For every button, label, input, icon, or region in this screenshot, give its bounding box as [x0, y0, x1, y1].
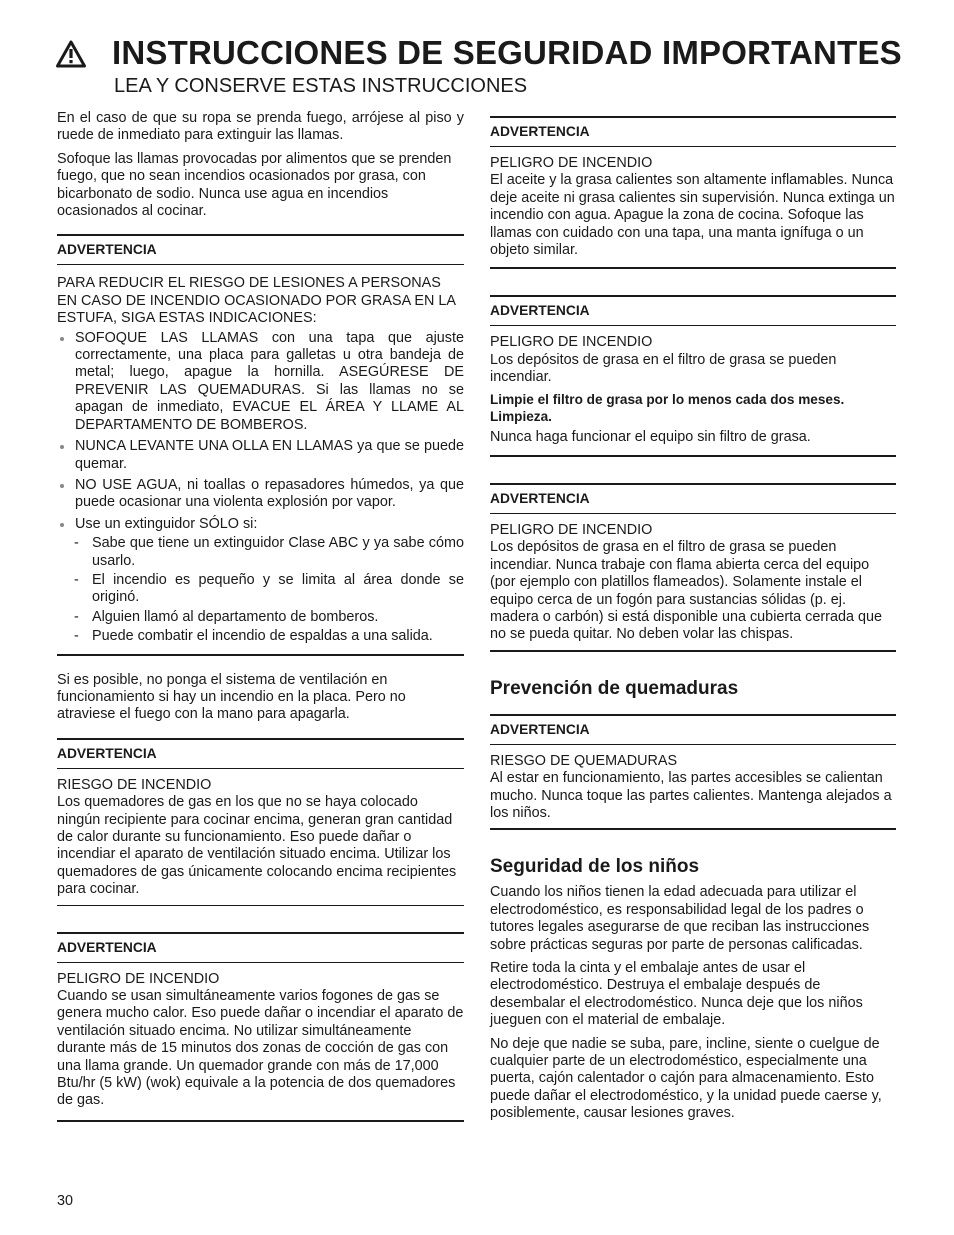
page-header	[56, 34, 936, 98]
list-item: - Alguien llamó al departamento de bomberos.	[57, 609, 464, 626]
warning-subheading: PELIGRO DE INCENDIO	[490, 334, 653, 351]
list-item: - Sabe que tiene un extinguidor Clase ABC y ya sabe cómo usarlo.	[57, 535, 464, 570]
warning-text: Los depósitos de grasa en el filtro de grasa se pueden incendiar. Nunca trabaje con flama abierta cerca del equipo (por ejemplo con platillos flameados). Solamente instale el equipo cerca de un fogón para sustancias sólidas (p. ej. madera o carbón) si está disponible una cubierta cerrada que no se pueda quitar. No deben volar las chispas.	[490, 539, 882, 643]
warning-body	[490, 745, 896, 829]
warning-heading: ADVERTENCIA	[490, 118, 896, 147]
page-title: INSTRUCCIONES DE SEGURIDAD IMPORTANTES	[112, 34, 902, 71]
warning-body	[57, 963, 464, 1120]
list-item: - Puede combatir el incendio de espaldas a una salida.	[57, 628, 464, 645]
body-paragraph: Cuando los niños tienen la edad adecuada para utilizar el electrodoméstico, es responsabilidad legal de los padres o tutores legales asegurarse de que reciban las instrucciones sobre prácticas seguras por parte de personas calificadas.	[490, 884, 870, 953]
page-subtitle: LEA Y CONSERVE ESTAS INSTRUCCIONES	[114, 75, 528, 97]
bullet-list	[57, 330, 464, 533]
warning-box	[490, 295, 896, 456]
warning-subheading: PELIGRO DE INCENDIO	[490, 155, 653, 171]
section-heading: Prevención de quemaduras	[490, 677, 739, 699]
body-paragraph: No deje que nadie se suba, pare, incline, siente o cuelgue de cualquier parte de un electrodoméstico, especialmente una puerta, cajón calentador o cajón para almacenamiento. Esto puede dañar el electrodoméstico, y la unidad puede caerse y, posiblemente, causar lesiones graves.	[490, 1035, 882, 1122]
list-item: SOFOQUE LAS LLAMAS con una tapa que ajuste correctamente, una placa para galletas u otra bandeja de metal; luego, apague la hornilla. ASEGÚRESE DE PREVENIR LAS QUEMADURAS. Si las llamas no se apagan de inmediato, EVACUE EL ÁREA Y LLAME AL DEPARTAMENTO DE BOMBEROS.	[57, 330, 464, 434]
warning-body	[490, 147, 896, 267]
intro-paragraph: Sofoque las llamas provocadas por alimentos que se prenden fuego, que no sean incendios ocasionados por grasa, con bicarbonato de sodio. Nunca use agua en incendios ocasionados al cocinar.	[57, 150, 452, 220]
list-item: Use un extinguidor SÓLO si:	[57, 516, 464, 533]
body-paragraph: Si es posible, no ponga el sistema de ventilación en funcionamiento si hay un incendio en la placa. Pero no atraviese el fuego con la mano para apagarla.	[57, 671, 406, 723]
section-heading: Seguridad de los niños	[490, 856, 700, 878]
warning-heading: ADVERTENCIA	[57, 740, 464, 769]
warning-box	[57, 932, 464, 1122]
page-number: 30	[57, 1193, 74, 1209]
dash-list	[57, 535, 464, 645]
warning-heading: ADVERTENCIA	[57, 934, 464, 963]
warning-body	[57, 769, 464, 905]
warning-heading: ADVERTENCIA	[57, 236, 464, 265]
warning-subheading: PELIGRO DE INCENDIO	[490, 521, 653, 538]
warning-body	[490, 326, 896, 454]
warning-text: Al estar en funcionamiento, las partes accesibles se calientan mucho. Nunca toque las partes calientes. Mantenga alejados a los niños.	[490, 770, 892, 821]
warning-heading: ADVERTENCIA	[490, 716, 896, 745]
warning-box	[490, 483, 896, 652]
title-row	[56, 34, 936, 72]
warning-subheading: PELIGRO DE INCENDIO	[57, 970, 220, 987]
warning-box	[490, 116, 896, 269]
warning-subheading: RIESGO DE INCENDIO	[57, 776, 212, 793]
warning-body	[57, 265, 464, 653]
intro-paragraph: En el caso de que su ropa se prenda fuego, arrójese al piso y ruede de inmediato para extinguir las llamas.	[57, 110, 464, 144]
warning-text: El aceite y la grasa calientes son altamente inflamables. Nunca deje aceite ni grasa calientes sin supervisión. Nunca extinga un incendio con agua. Apague la zona de cocina. Sofoque las llamas con cuidado con una tapa, una manta ignífuga o un objeto similar.	[490, 172, 895, 259]
list-item: NO USE AGUA, ni toallas o repasadores húmedos, ya que puede ocasionar una violenta explosión por vapor.	[57, 477, 464, 512]
warning-subheading: RIESGO DE QUEMADURAS	[490, 752, 678, 769]
list-item: - El incendio es pequeño y se limita al área donde se originó.	[57, 572, 464, 607]
warning-text: Cuando se usan simultáneamente varios fogones de gas se genera mucho calor. Eso puede dañar o incendiar el aparato de ventilación situado encima. No utilizar simultáneamente durante más de 15 minutos dos zonas de cocción de gas con una llama grande. Un quemador grande con más de 17,000 Btu/hr (5 kW) (wok) equivale a la potencia de dos quemadores de gas.	[57, 988, 464, 1109]
warning-text: Los quemadores de gas en los que no se haya colocado ningún recipiente para cocinar encima, generan gran cantidad de calor durante su funcionamiento. Eso puede dañar o incendiar el aparato de ventilación situado encima. Utilizar los quemadores de gas únicamente colocando encima recipientes para cocinar.	[57, 794, 457, 898]
warning-heading: ADVERTENCIA	[490, 297, 896, 326]
warning-body	[490, 514, 896, 650]
body-paragraph: Retire toda la cinta y el embalaje antes de usar el electrodoméstico. Destruya el embalaje después de desembalar el electrodoméstico. Nunca deje que los niños jueguen con el material de embalaje.	[490, 959, 863, 1029]
warning-triangle-icon	[56, 40, 86, 68]
warning-lead: PARA REDUCIR EL RIESGO DE LESIONES A PERSONAS EN CASO DE INCENDIO OCASIONADO POR GRASA EN LA ESTUFA, SIGA ESTAS INDICACIONES:	[57, 275, 456, 327]
warning-emphasis: Limpie el filtro de grasa por lo menos cada dos meses. Limpieza.	[490, 391, 845, 425]
right-column	[490, 116, 896, 1129]
warning-text: Los depósitos de grasa en el filtro de grasa se pueden incendiar.	[490, 351, 837, 386]
warning-text: Nunca haga funcionar el equipo sin filtro de grasa.	[490, 429, 811, 446]
warning-box	[57, 234, 464, 655]
warning-box	[57, 738, 464, 906]
warning-box	[490, 714, 896, 831]
left-column	[57, 110, 464, 1122]
warning-heading: ADVERTENCIA	[490, 485, 896, 514]
list-item: NUNCA LEVANTE UNA OLLA EN LLAMAS ya que se puede quemar.	[57, 438, 464, 473]
